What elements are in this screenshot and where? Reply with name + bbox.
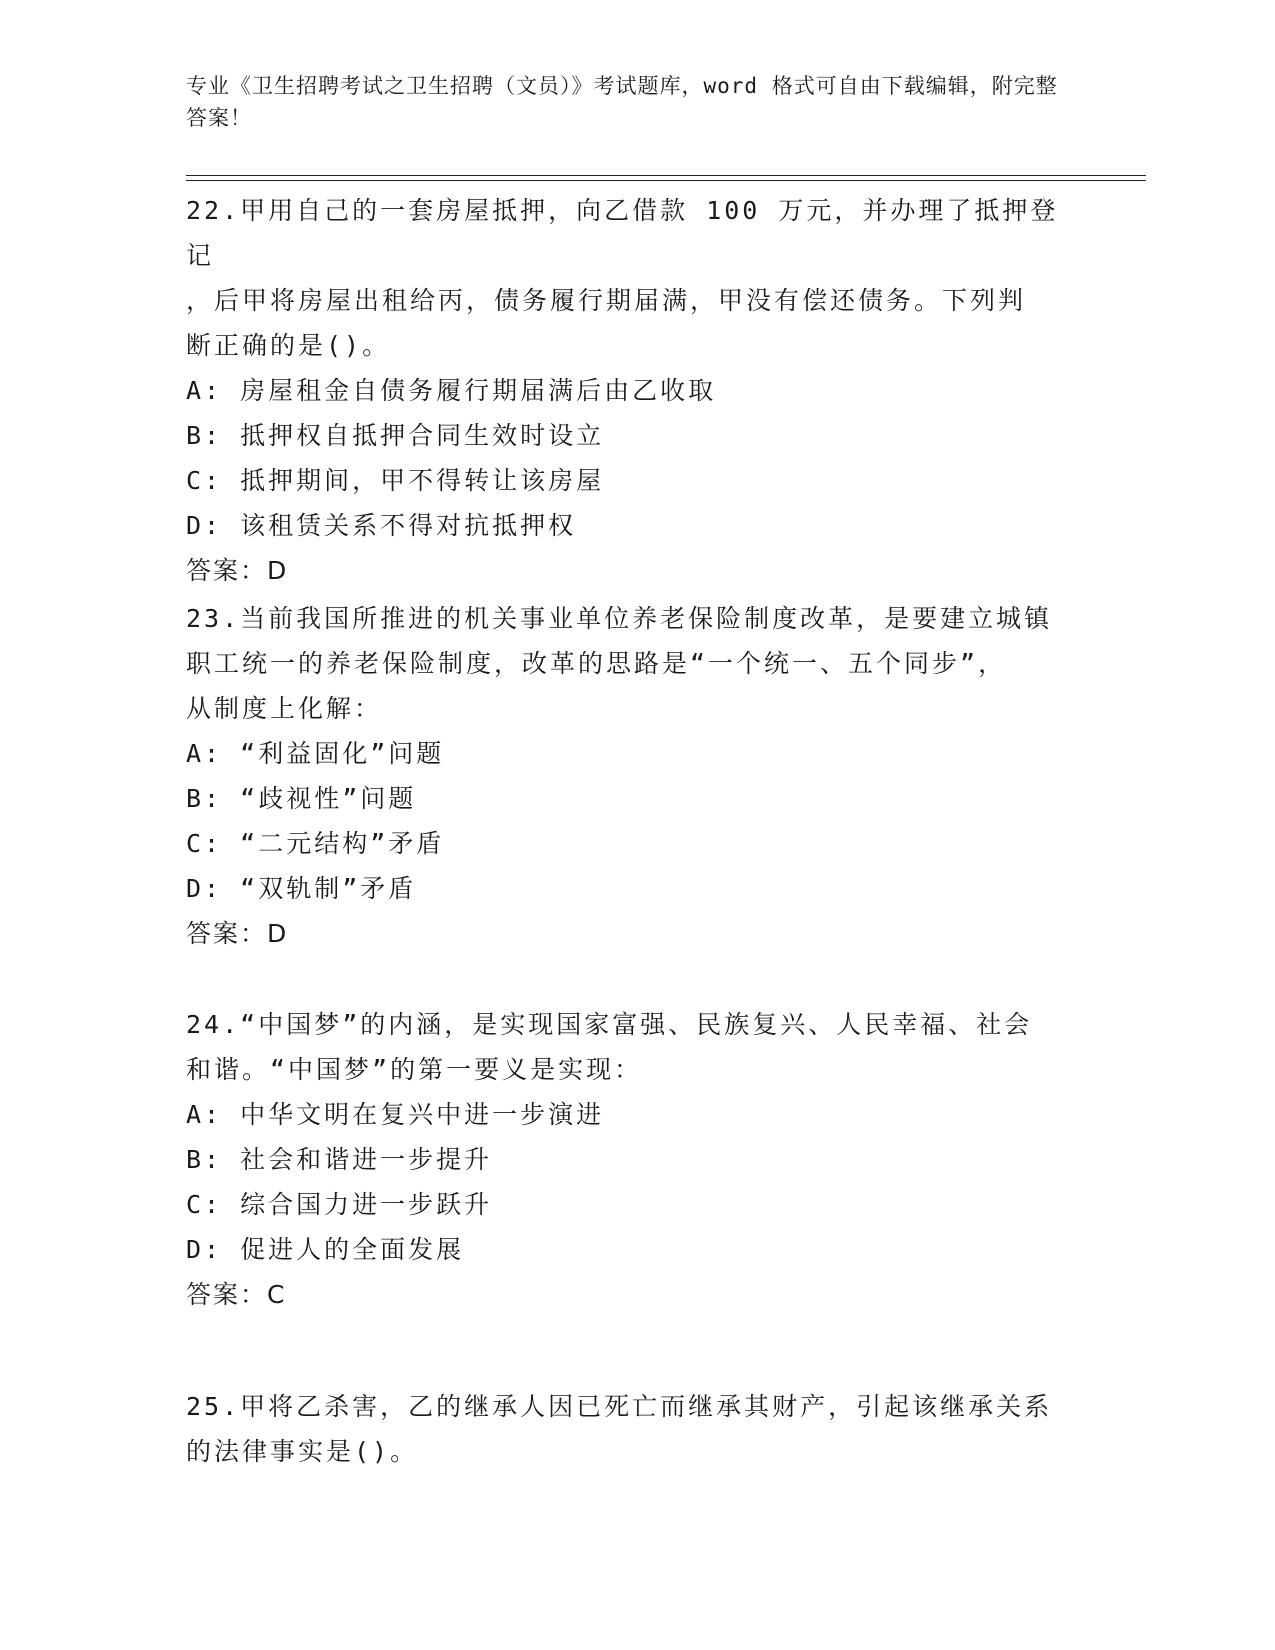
question-stem-line: 的法律事实是()。 — [186, 1437, 419, 1466]
question-stem-line: 断正确的是()。 — [186, 331, 391, 360]
option-c: C: 抵押期间，甲不得转让该房屋 — [186, 466, 605, 495]
question-22 — [186, 188, 1086, 593]
question-stem-line: 23.当前我国所推进的机关事业单位养老保险制度改革，是要建立城镇 — [186, 604, 1053, 633]
document-header: 专业《卫生招聘考试之卫生招聘（文员）》考试题库，word 格式可自由下载编辑，附完整答案！ — [186, 74, 1058, 130]
option-a: A: 房屋租金自债务履行期届满后由乙收取 — [186, 376, 717, 405]
header-divider-bottom — [186, 180, 1146, 181]
question-stem-line: 从制度上化解： — [186, 694, 383, 723]
question-23 — [186, 596, 1086, 956]
question-stem-line: 24.“中国梦”的内涵，是实现国家富强、民族复兴、人民幸福、社会 — [186, 1010, 1033, 1039]
answer: 答案：D — [186, 556, 289, 585]
option-d: D: 促进人的全面发展 — [186, 1235, 465, 1264]
question-stem-line: 22.甲用自己的一套房屋抵押，向乙借款 100 万元，并办理了抵押登记 — [186, 196, 1059, 270]
option-a: A: 中华文明在复兴中进一步演进 — [186, 1100, 605, 1129]
option-d: D: “双轨制”矛盾 — [186, 874, 417, 903]
option-d: D: 该租赁关系不得对抗抵押权 — [186, 511, 577, 540]
question-stem-line: 职工统一的养老保险制度，改革的思路是“一个统一、五个同步”， — [186, 649, 1007, 678]
answer: 答案：D — [186, 919, 289, 948]
question-25 — [186, 1384, 1086, 1474]
question-stem-line: 25.甲将乙杀害，乙的继承人因已死亡而继承其财产，引起该继承关系 — [186, 1392, 1053, 1421]
header-divider-top — [186, 175, 1146, 176]
option-c: C: 综合国力进一步跃升 — [186, 1190, 493, 1219]
question-stem-line: 和谐。“中国梦”的第一要义是实现： — [186, 1055, 643, 1084]
answer: 答案：C — [186, 1280, 287, 1309]
option-c: C: “二元结构”矛盾 — [186, 829, 445, 858]
question-24 — [186, 1002, 1086, 1317]
question-stem-line: ，后甲将房屋出租给丙，债务履行期届满，甲没有偿还债务。下列判 — [186, 286, 1027, 315]
option-b: B: 社会和谐进一步提升 — [186, 1145, 493, 1174]
option-b: B: 抵押权自抵押合同生效时设立 — [186, 421, 605, 450]
option-a: A: “利益固化”问题 — [186, 739, 445, 768]
option-b: B: “歧视性”问题 — [186, 784, 417, 813]
